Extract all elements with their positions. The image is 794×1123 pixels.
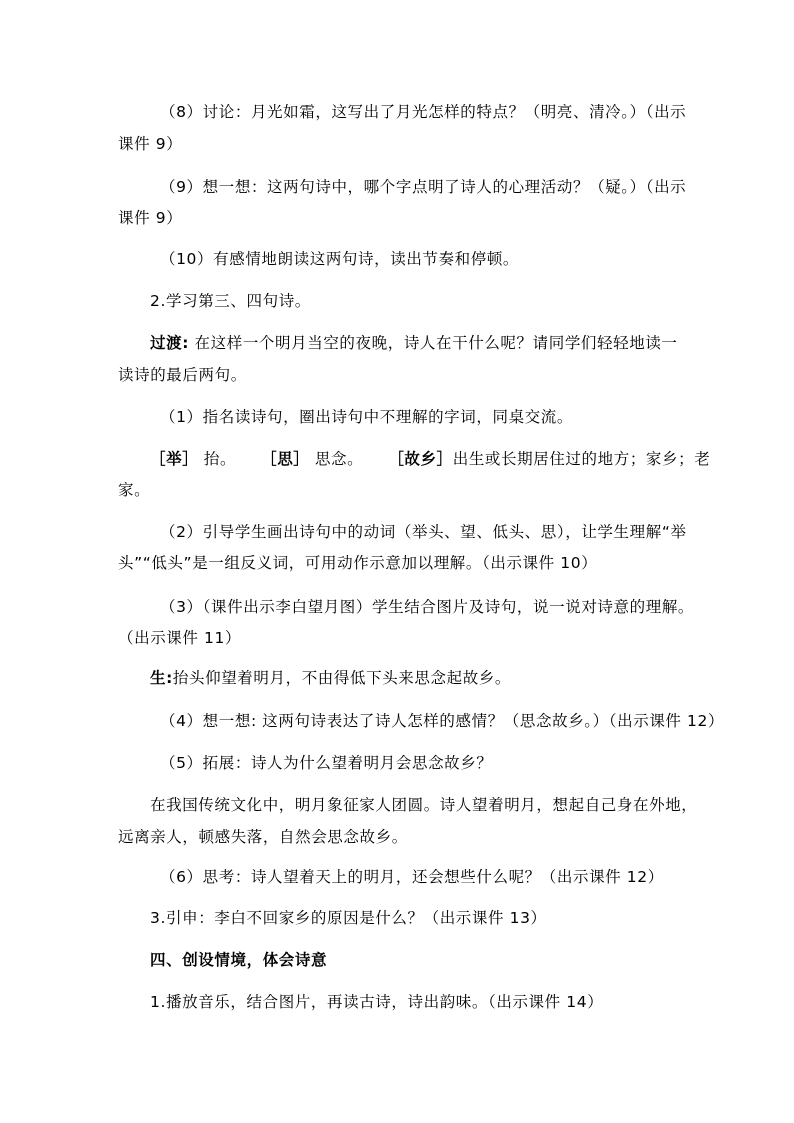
- explanation-line-1: 在我国传统文化中，明月象征家人团圆。诗人望着明月，想起自己身在外地，: [150, 796, 698, 814]
- paragraph-10: （10）有感情地朗读这两句诗，读出节奏和停顿。: [160, 250, 520, 268]
- section-3-heading: 3.引申：李白不回家乡的原因是什么？（出示课件 13）: [150, 909, 547, 927]
- vocab-term-guxiang: ［故乡］: [388, 450, 453, 468]
- paragraph-9-line-2: 课件 9）: [118, 209, 183, 227]
- question-3-line-2: （出示课件 11）: [118, 629, 242, 647]
- vocab-def-guxiang: 出生或长期居住过的地方；家乡；老: [452, 450, 711, 468]
- section-4-heading: 四、创设情境，体会诗意: [150, 951, 328, 969]
- question-3-line-1: （3）（课件出示李白望月图）学生结合图片及诗句，说一说对诗意的理解。: [160, 598, 695, 616]
- question-2-line-2: 头”“低头”是一组反义词，可用动作示意加以理解。（出示课件 10）: [118, 554, 598, 572]
- question-5: （5）拓展：诗人为什么望着明月会思念故乡？: [160, 754, 493, 772]
- vocab-line-1: [150, 448, 710, 470]
- paragraph-8-line-2: 课件 9）: [118, 135, 183, 153]
- vocab-term-ju: ［举］: [150, 450, 199, 468]
- vocab-def-si: 思念。: [309, 450, 364, 468]
- section-2-heading: 2.学习第三、四句诗。: [150, 292, 311, 310]
- student-answer-text: 抬头仰望着明月，不由得低下头来思念起故乡。: [172, 669, 512, 687]
- paragraph-9-line-1: （9）想一想：这两句诗中，哪个字点明了诗人的心理活动？（疑。）（出示: [160, 178, 687, 196]
- student-label: 生:: [150, 669, 173, 687]
- paragraph-8-line-1: （8）讨论：月光如霜，这写出了月光怎样的特点？（明亮、清冷。）（出示: [160, 103, 687, 121]
- transition-line-2: 读诗的最后两句。: [118, 366, 247, 384]
- question-6: （6）思考：诗人望着天上的明月，还会想些什么呢？（出示课件 12）: [160, 868, 664, 886]
- transition-text: 在这样一个明月当空的夜晚，诗人在干什么呢？请同学们轻轻地读一: [189, 334, 678, 352]
- question-2-line-1: （2）引导学生画出诗句中的动词（举头、望、低头、思），让学生理解“举: [160, 523, 687, 541]
- explanation-line-2: 远离亲人，顿感失落，自然会思念故乡。: [118, 828, 408, 846]
- vocab-def-ju: 抬。: [198, 450, 237, 468]
- question-4: （4）想一想: 这两句诗表达了诗人怎样的感情？（思念故乡。）（出示课件 12）: [160, 712, 725, 730]
- student-answer: [150, 667, 511, 689]
- transition-line-1: [150, 332, 678, 354]
- vocab-line-2: 家。: [118, 481, 151, 499]
- section-4-item-1: 1.播放音乐，结合图片，再读古诗，诗出韵味。（出示课件 14）: [150, 993, 604, 1011]
- transition-label: 过渡:: [150, 334, 189, 352]
- question-1: （1）指名读诗句，圈出诗句中不理解的字词，同桌交流。: [160, 408, 573, 426]
- vocab-term-si: ［思］: [261, 450, 310, 468]
